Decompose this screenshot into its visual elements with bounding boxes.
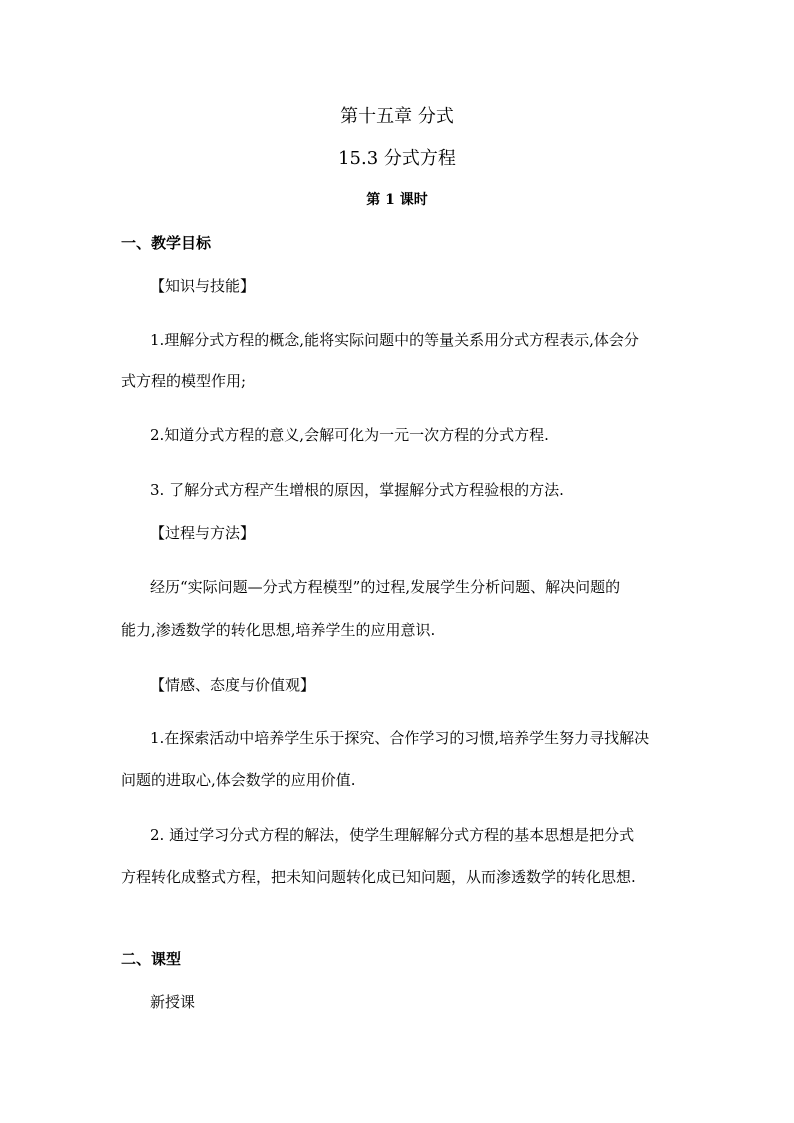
- subheading-emotion-values: 【情感、态度与价值观】: [150, 676, 316, 694]
- section-title: 15.3 分式方程: [338, 148, 456, 169]
- process-line-1: 经历“实际问题—分式方程模型”的过程,发展学生分析问题、解决问题的: [150, 578, 621, 596]
- section-heading-objectives: 一、教学目标: [121, 234, 212, 252]
- objective-1-line-1: 1.理解分式方程的概念,能将实际问题中的等量关系用分式方程表示,体会分: [150, 331, 639, 349]
- lesson-type-value: 新授课: [150, 993, 196, 1011]
- objective-3: 3. 了解分式方程产生增根的原因，掌握解分式方程验根的方法.: [150, 481, 564, 499]
- objective-1-line-2: 式方程的模型作用;: [121, 372, 247, 390]
- subheading-process-method: 【过程与方法】: [150, 524, 256, 542]
- section-heading-lesson-type: 二、课型: [121, 950, 182, 968]
- process-line-2: 能力,渗透数学的转化思想,培养学生的应用意识.: [121, 621, 436, 639]
- emotion-objective-2-line-1: 2. 通过学习分式方程的解法，使学生理解解分式方程的基本思想是把分式: [150, 826, 635, 844]
- emotion-objective-2-line-2: 方程转化成整式方程，把未知问题转化成已知问题，从而渗透数学的转化思想.: [121, 868, 636, 886]
- chapter-title: 第十五章 分式: [340, 106, 454, 127]
- subheading-knowledge-skills: 【知识与技能】: [150, 277, 256, 295]
- emotion-objective-1-line-2: 问题的进取心,体会数学的应用价值.: [121, 771, 356, 789]
- emotion-objective-1-line-1: 1.在探索活动中培养学生乐于探究、合作学习的习惯,培养学生努力寻找解决: [150, 729, 650, 747]
- objective-2: 2.知道分式方程的意义,会解可化为一元一次方程的分式方程.: [150, 426, 549, 444]
- lesson-number: 第 1 课时: [366, 192, 428, 208]
